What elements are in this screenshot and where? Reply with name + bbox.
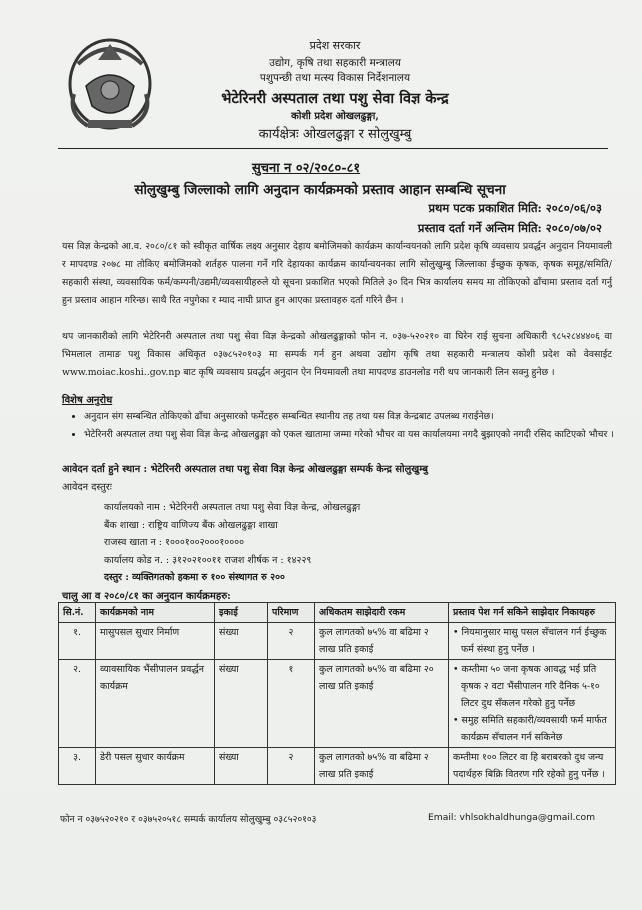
- account-office-code: कार्यालय कोड न. : ३१२०२१००११ राजश शीर्षक न : १४२२९: [104, 555, 312, 566]
- header-divider: [58, 148, 608, 149]
- footer-phones: फोन न ०३७५२०२१० र ०३७५२०५१८ सम्पर्क कार्यालय सोलुखुम्बु ०३८५२०१०३: [60, 814, 317, 825]
- col-header-amount: अधिकतम साझेदारी रकम: [315, 603, 449, 623]
- cell-name: व्यावसायिक भैंसीपालन प्रवर्द्धन कार्यक्रम: [96, 660, 215, 748]
- cell-amount: कुल लागतको ७५% वा बढिमा २ लाख प्रति इकाई: [315, 748, 449, 785]
- cell-partners: [449, 660, 616, 748]
- cell-qty: १: [268, 660, 315, 748]
- partner-item: कम्तीमा १०० लिटर वा हि बराबरको दुध जन्य पदार्थहरु बिक्रि वितरण गरि रहेको हुनु पर्नेछ ।: [453, 752, 605, 780]
- cell-amount: कुल लागतको ७५% वा बढिमा २० लाख प्रति इकाई: [315, 660, 449, 748]
- header-line-directorate: पशुपन्छी तथा मत्स्य विकास निर्देशनालय: [259, 72, 411, 84]
- table-row: [59, 748, 616, 785]
- col-header-partners: प्रस्ताव पेश गर्न सकिने साझेदार निकायहरु: [449, 603, 616, 623]
- program-table: [58, 602, 616, 785]
- list-item: • भेटेरिनरी अस्पताल तथा पशु सेवा विज्ञ केन्द्र ओखलढुङ्गा को एकल खातामा जम्मा गरेको भौचर वा यस कार्यालयमा नगदै बुझाएको नगदी रसिद काटिएको भौचर ।: [84, 426, 634, 444]
- partner-item: • समुह समिति सहकारी/व्यवसायी फर्म मार्फत कार्यक्रम सँचालन गर्न सकिनेछ: [453, 715, 607, 743]
- office-jurisdiction: कार्यक्षेत्रः ओखलढुङ्गा र सोलुखुम्बु: [258, 127, 412, 142]
- col-header-qty: परिमाण: [268, 603, 315, 623]
- list-item: • अनुदान संग सम्बन्धित तोकिएको ढाँचा अनुसारको फर्मेटहरु सम्बन्धित स्थानीय तह तथा यस विज्ञ केन्द्रबाट उपलब्ध गराईनेछ।: [84, 408, 634, 426]
- fee-heading: आवेदन दस्तुरः: [62, 482, 112, 493]
- special-request-heading: विशेष अनुरोध: [62, 395, 113, 406]
- program-table-title: चालु आ व २०८०/८१ का अनुदान कार्यक्रमहरु:: [62, 591, 231, 602]
- cell-unit: संख्या: [215, 660, 268, 748]
- last-submission-date: प्रस्ताव दर्ता गर्ने अन्तिम मिति: २०८०/०७/०२: [417, 221, 602, 235]
- office-title: भेटेरिनरी अस्पताल तथा पशु सेवा विज्ञ केन्द्र: [221, 90, 449, 107]
- office-province: कोशी प्रदेश ओखलढुङ्गा,: [291, 111, 379, 122]
- cell-sn: १.: [59, 623, 96, 660]
- first-published-date: प्रथम पटक प्रकाशित मिति: २०८०/०६/०३: [428, 201, 602, 215]
- footer-email: Email: vhlsokhaldhunga@gmail.com: [428, 812, 596, 823]
- notice-paragraph-contact: थप जानकारीको लागि भेटेरिनरी अस्पताल तथा पशु सेवा विज्ञ केन्द्रको ओखलढुङ्गाको फोन न. ०३७-५२०२१० वा घिरेन राई सुचना अधिकारी ९८५२८४४४०६ वा भिमलाल तामाङ पशु विकास अधिकृत ०३७८५२०१०३ मा सम्पर्क गर्न हुन अथवा उद्योग कृषि तथा सहकारी मन्त्रालय कोशी प्रदेश को वेवसाईट www.moiac.koshi..gov.np बाट कृषि व्यवसाय प्रवर्द्धन अनुदान ऐन नियमावली तथा मापदण्ड डाउनलोड गरी थप जानकारी लिन सक्नु हुनेछ ।: [62, 331, 612, 378]
- cell-name: डेरी पसल सुधार कार्यक्रम: [96, 748, 215, 785]
- header-line-ministry: उद्योग, कृषि तथा सहकारी मन्त्रालय: [269, 57, 401, 69]
- notice-number: सुचना न ०२/२०८०-८१: [252, 161, 361, 176]
- cell-sn: ३.: [59, 748, 96, 785]
- table-header-row: [59, 603, 616, 623]
- cell-qty: २: [268, 748, 315, 785]
- special-request-list: [62, 408, 634, 444]
- cell-partners: [449, 748, 616, 785]
- account-office-name: कार्यालयको नाम : भेटेरिनरी अस्पताल तथा पशु सेवा विज्ञ केन्द्र, ओखलढुङ्गा: [104, 502, 361, 513]
- account-fee: दस्तुर : व्यक्तिगतको हकमा रु १०० संस्थागत रु २००: [104, 572, 285, 583]
- cell-qty: २: [268, 623, 315, 660]
- notice-paragraph-main: यस विज्ञ केन्द्रको आ.व. २०८०/८१ को स्वीकृत वार्षिक लक्ष्य अनुसार देहाय बमोजिमको कार्यक्रम कार्यान्वयनको लागि प्रदेश कृषि व्यवसाय प्रवर्द्धन अनुदान नियमावली र मापदण्ड २०७८ मा तोकिए बमोजिमको शर्तहरु पालना गर्ने गरि देहायका कार्यक्रम कार्यान्वयनका लागि सोलुखुम्बु जिल्लाका ईच्छुक कृषक, कृषक समूह/समिति/सहकारी संस्था, व्यवसायिक फर्म/कम्पनी/उद्यमी/व्यवसायीहरुले यो सूचना प्रकाशित भएको मितिले ३० दिन भित्र कार्यालय समय मा तोकिएको ढाँचामा प्रस्ताव दर्ता गर्नु हुन प्रस्ताव आहान गरिन्छ। साथै रित नपुगेका र म्याद नाघी प्राप्त हुन आएका प्रस्तावहरु दर्ता गरिने छैन ।: [62, 241, 612, 306]
- partner-item: • कम्तीमा ५० जना कृषक आवद्ध भई प्रति कृषक २ वटा भैंसीपालन गरि दैनिक ५-१० लिटर दुध सँकलन गरेको हुनु पर्नेछ: [453, 664, 600, 709]
- col-header-name: कार्यक्रमको नाम: [96, 603, 215, 623]
- cell-unit: संख्या: [215, 748, 268, 785]
- cell-partners: [449, 623, 616, 660]
- cell-sn: २.: [59, 660, 96, 748]
- account-bank: बैंक शाखा : राष्ट्रिय वाणिज्य बैंक ओखलढुङ्गा शाखा: [104, 520, 278, 531]
- table-row: [59, 623, 616, 660]
- table-row: [59, 660, 616, 748]
- cell-name: मासुपसल सुधार निर्माण: [96, 623, 215, 660]
- nepal-emblem-icon: [58, 34, 162, 134]
- header-line-government: प्रदेश सरकार: [309, 39, 361, 52]
- account-revenue-number: राजस्व खाता न : १०००१००२०००१००००: [104, 537, 245, 548]
- notice-subject: सोलुखुम्बु जिल्लाको लागि अनुदान कार्यक्रमको प्रस्ताव आहान सम्बन्धि सूचना: [134, 182, 506, 198]
- cell-amount: कुल लागतको ७५% वा बढिमा २ लाख प्रति इकाई: [315, 623, 449, 660]
- submission-place: आवेदन दर्ता हुने स्थान : भेटेरिनरी अस्पताल तथा पशु सेवा विज्ञ केन्द्र ओखलढुङ्गा सम्पर्क केन्द्र सोलुखुम्बु: [62, 464, 429, 475]
- col-header-unit: इकाई: [215, 603, 268, 623]
- col-header-sn: सि.नं.: [59, 603, 96, 623]
- cell-unit: संख्या: [215, 623, 268, 660]
- partner-item: • नियमानुसार मासु पसल सँचालन गर्न ईच्छुक फर्म संस्था हुनु पर्नेछ ।: [453, 627, 607, 655]
